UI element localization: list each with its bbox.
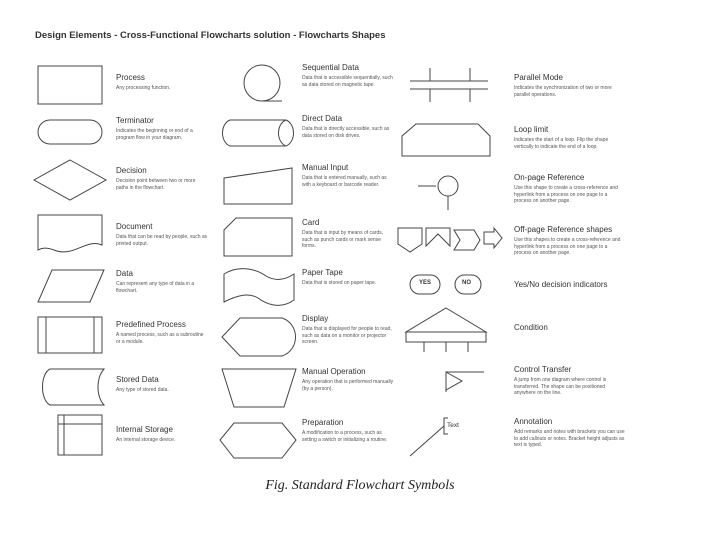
- sequential-data-shape: [244, 65, 282, 101]
- document-desc: Data that can be read by people, such as printed output.: [116, 234, 208, 247]
- internal-storage-desc: An internal storage device.: [116, 437, 176, 443]
- predefined-process-shape: [38, 317, 102, 353]
- manual-operation-desc: Any operation that is performed manually (by a person).: [302, 379, 394, 392]
- direct-data-shape: [223, 120, 294, 146]
- off-page-reference-shapes: [398, 228, 502, 252]
- display-desc: Data that is displayed for people to read, such as data on a monitor or projector screen.: [302, 326, 392, 345]
- loop-limit-desc: Indicates the start of a loop. Flip the shape vertically to indicate the end of a loop.: [514, 137, 609, 150]
- annotation-shape: [410, 418, 448, 456]
- control-transfer-desc: A jump from one diagram where control is transferred. The shape can be positioned anywhere on the line.: [514, 377, 607, 396]
- yes-indicator-label: YES: [419, 280, 432, 286]
- annotation-text-label: Text: [447, 422, 459, 429]
- display-name: Display: [302, 314, 329, 323]
- manual-input-shape: [224, 168, 292, 204]
- terminator-name: Terminator: [116, 116, 154, 125]
- on-page-reference-shape: [418, 176, 458, 210]
- sequential-data-desc: Data that is accessible sequentially, such as data stored on magnetic tape.: [302, 75, 393, 88]
- off-page-reference-desc: Use this shapes to create a cross-reference and hyperlink from a process on one page to a process on another page.: [514, 237, 621, 256]
- process-desc: Any processing function.: [116, 85, 171, 91]
- paper-tape-name: Paper Tape: [302, 268, 343, 277]
- decision-desc: Decision point between two or more paths in the flowchart.: [116, 178, 196, 191]
- direct-data-desc: Data that is directly accessible, such as data stored on disk drives.: [302, 126, 390, 139]
- stored-data-desc: Any type of stored data.: [116, 387, 169, 393]
- card-name: Card: [302, 218, 320, 227]
- paper-tape-shape: [224, 269, 294, 306]
- stored-data-shape: [43, 369, 105, 405]
- on-page-reference-name: On-page Reference: [514, 173, 585, 182]
- data-shape: [38, 270, 104, 302]
- data-desc: Can represent any type of data in a flowchart.: [116, 281, 195, 294]
- page-title: Design Elements - Cross-Functional Flowcharts solution - Flowcharts Shapes: [35, 30, 386, 41]
- direct-data-name: Direct Data: [302, 114, 343, 123]
- manual-operation-name: Manual Operation: [302, 367, 366, 376]
- control-transfer-shape: [446, 372, 484, 392]
- loop-limit-shape: [402, 124, 490, 156]
- data-name: Data: [116, 269, 133, 278]
- process-name: Process: [116, 73, 145, 82]
- document-shape: [38, 215, 102, 252]
- card-shape: [224, 218, 292, 256]
- condition-name: Condition: [514, 323, 548, 332]
- predefined-process-desc: A named process, such as a subroutine or a module.: [116, 332, 204, 345]
- condition-shape: [406, 308, 486, 352]
- annotation-name: Annotation: [514, 417, 553, 426]
- process-shape: [38, 66, 102, 104]
- no-indicator-label: NO: [462, 280, 471, 286]
- decision-name: Decision: [116, 166, 147, 175]
- annotation-desc: Add remarks and notes with brackets you can use to add callouts or notes. Bracket height adjusts as text is typed.: [514, 429, 625, 448]
- display-shape: [222, 318, 296, 356]
- figure-caption: Fig. Standard Flowchart Symbols: [265, 478, 455, 493]
- sequential-data-name: Sequential Data: [302, 63, 359, 72]
- stored-data-name: Stored Data: [116, 375, 159, 384]
- card-desc: Data that is input by means of cards, such as punch cards or mark sense forms.: [302, 230, 384, 249]
- manual-operation-shape: [222, 369, 296, 407]
- control-transfer-name: Control Transfer: [514, 365, 572, 374]
- on-page-reference-desc: Use this shape to create a cross-reference and hyperlink from a process on one page to a process on another page.: [514, 185, 618, 204]
- preparation-shape: [220, 423, 296, 458]
- loop-limit-name: Loop limit: [514, 125, 549, 134]
- yes-no-indicators-name: Yes/No decision indicators: [514, 280, 608, 289]
- internal-storage-shape: [58, 415, 102, 455]
- preparation-name: Preparation: [302, 418, 344, 427]
- terminator-shape: [38, 120, 102, 144]
- preparation-desc: A modification to a process, such as setting a switch or initializing a routine.: [302, 430, 388, 443]
- manual-input-name: Manual Input: [302, 163, 349, 172]
- document-name: Document: [116, 222, 153, 231]
- parallel-mode-shape: [410, 68, 488, 102]
- off-page-reference-name: Off-page Reference shapes: [514, 225, 613, 234]
- paper-tape-desc: Data that is stored on paper tape.: [302, 280, 377, 286]
- manual-input-desc: Data that is entered manually, such as with a keyboard or barcode reader.: [302, 175, 387, 188]
- parallel-mode-name: Parallel Mode: [514, 73, 563, 82]
- terminator-desc: Indicates the beginning or end of a program flow in your diagram.: [116, 128, 193, 141]
- decision-shape: [34, 160, 106, 200]
- predefined-process-name: Predefined Process: [116, 320, 186, 329]
- parallel-mode-desc: Indicates the synchronization of two or more parallel operations.: [514, 85, 612, 98]
- internal-storage-name: Internal Storage: [116, 425, 173, 434]
